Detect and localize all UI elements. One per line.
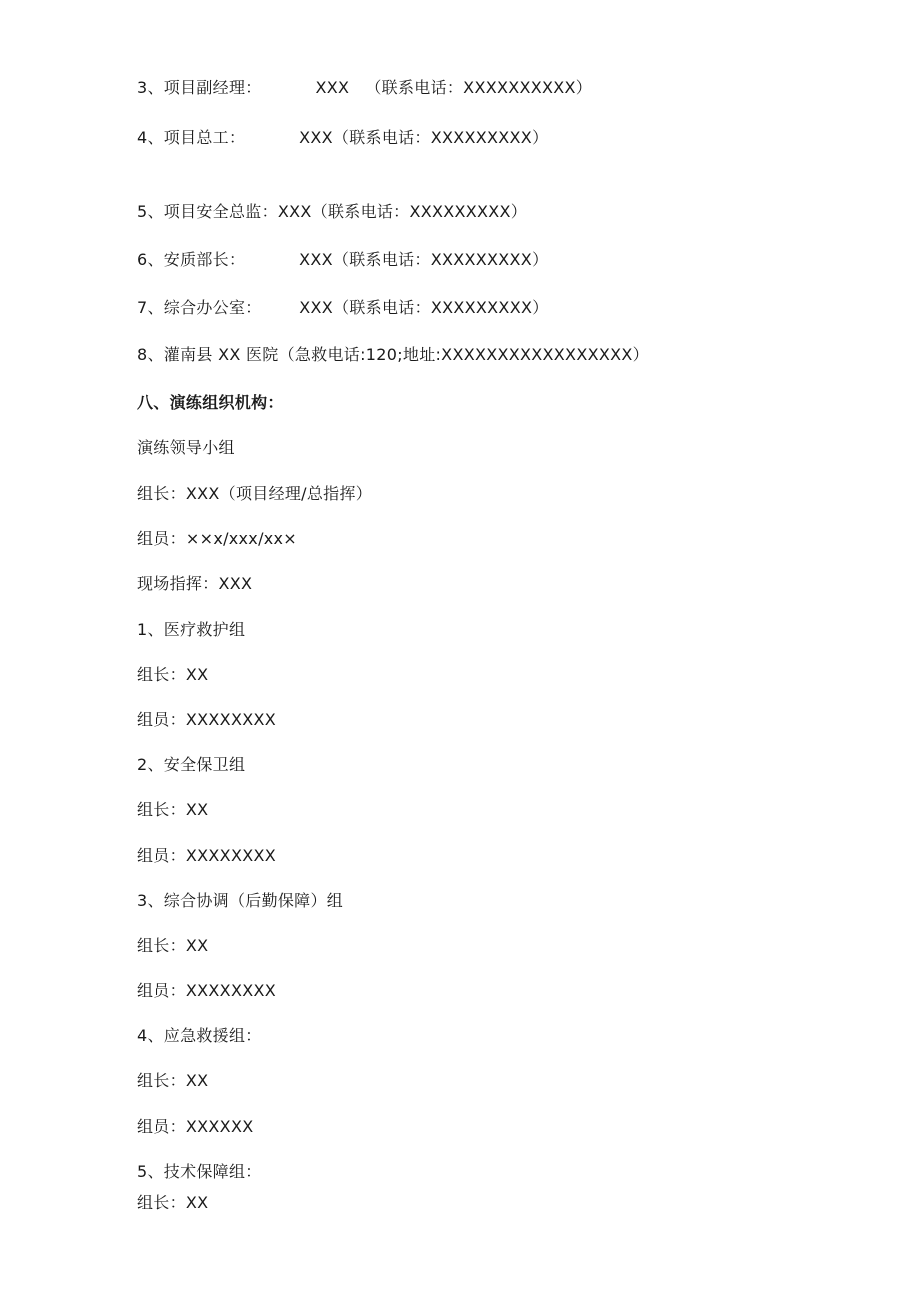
- group-members: 组员：XXXXXXXX: [137, 710, 276, 729]
- contact-deputy-manager: 3、项目副经理： XXX （联系电话：XXXXXXXXXX）: [137, 78, 593, 97]
- group-title: 1、医疗救护组: [137, 620, 246, 639]
- group-leader: 组长：XX: [137, 1193, 209, 1212]
- group-leader: 组长：XX: [137, 936, 209, 955]
- leadership-leader: 组长：XXX（项目经理/总指挥）: [137, 484, 373, 503]
- group-members: 组员：XXXXXXXX: [137, 981, 276, 1000]
- field-commander: 现场指挥：XXX: [137, 574, 253, 593]
- group-members: 组员：XXXXXX: [137, 1117, 254, 1136]
- group-leader: 组长：XX: [137, 1071, 209, 1090]
- group-leader: 组长：XX: [137, 665, 209, 684]
- contact-general-office: 7、综合办公室： XXX（联系电话：XXXXXXXXX）: [137, 298, 549, 317]
- section-heading: 八、演练组织机构：: [137, 393, 284, 412]
- leadership-members: 组员：××x/xxx/xx×: [137, 529, 298, 548]
- contact-safety-quality-head: 6、安质部长： XXX（联系电话：XXXXXXXXX）: [137, 250, 549, 269]
- group-title: 5、技术保障组：: [137, 1162, 262, 1181]
- contact-chief-engineer: 4、项目总工： XXX（联系电话：XXXXXXXXX）: [137, 128, 549, 147]
- group-title: 2、安全保卫组: [137, 755, 246, 774]
- contact-hospital: 8、灌南县 XX 医院（急救电话:120;地址:XXXXXXXXXXXXXXXXX）: [137, 345, 649, 364]
- group-leader: 组长：XX: [137, 800, 209, 819]
- group-title: 4、应急救援组：: [137, 1026, 262, 1045]
- group-members: 组员：XXXXXXXX: [137, 846, 276, 865]
- contact-safety-director: 5、项目安全总监：XXX（联系电话：XXXXXXXXX）: [137, 202, 528, 221]
- group-title: 3、综合协调（后勤保障）组: [137, 891, 344, 910]
- leadership-title: 演练领导小组: [137, 438, 235, 457]
